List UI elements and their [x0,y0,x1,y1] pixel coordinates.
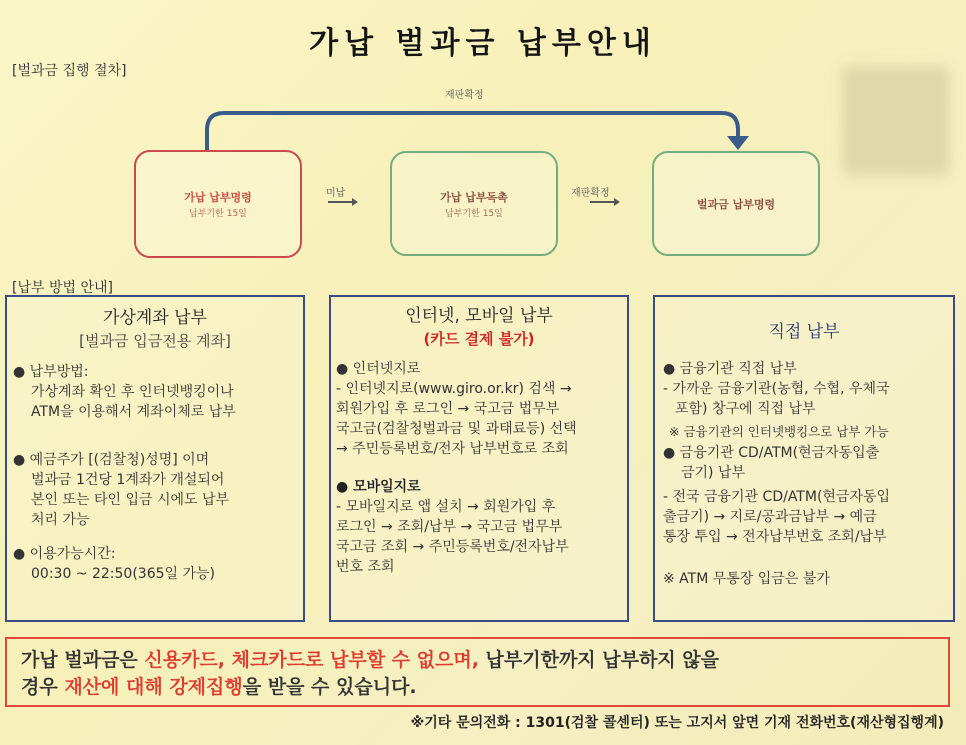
step-provisional-payment-order [134,150,302,258]
warning-highlight: 재산에 대해 강제집행 [64,676,243,698]
warning-box [5,637,950,707]
info-line: 국고금(검찰청벌과금 및 과태료등) 선택 [336,421,577,437]
step-fine-payment-order [652,151,820,256]
info-line: 벌과금 1건당 1계좌가 개설되어 [31,472,225,488]
info-line: 00:30 ~ 22:50(365일 가능) [31,566,215,582]
info-line: 포함) 창구에 직접 납부 [675,401,816,417]
warning-text: 가납 벌과금은 [21,649,145,671]
box-subtitle: [벌과금 입금전용 계좌] [79,332,231,350]
process-section-label: [벌과금 집행 절차] [12,63,127,79]
info-line: - 모바일지로 앱 설치 → 회원가입 후 [336,499,556,515]
warning-text: 을 받을 수 있습니다. [242,676,417,698]
info-line: 본인 또는 타인 입금 시에도 납부 [31,492,230,508]
info-line: 로그인 → 조회/납부 → 국고금 법무부 [336,519,563,535]
info-line: 국고금 조회 → 주민등록번호/전자납부 [336,539,569,555]
virtual-account-box [5,295,305,622]
arrow1-label: 미납 [326,188,346,199]
top-arrow-line [207,113,738,150]
info-line: 처리 가능 [31,512,90,528]
info-line: ● 금융기관 CD/ATM(현금자동입출 [663,445,880,461]
info-line: ※ ATM 무통장 입금은 불가 [663,571,830,587]
info-line: 통장 투입 → 전자납부번호 조회/납부 [663,529,887,545]
box-subtitle: (카드 결제 불가) [423,330,535,348]
info-line: 번호 조회 [336,559,395,575]
box-title: 직접 납부 [768,322,840,342]
info-line: 회원가입 후 로그인 → 국고금 법무부 [336,401,560,417]
info-line: ● 모바일지로 [336,479,421,495]
info-line: → 주민등록번호/전자 납부번호로 조회 [336,441,569,457]
top-arrow-head [727,136,749,150]
online-mobile-box [329,295,629,622]
box-title: 가상계좌 납부 [103,308,207,328]
step-sub: 납부기한 15일 [189,209,247,219]
info-line: ● 인터넷지로 [336,361,421,377]
info-line: ● 이용가능시간: [13,546,116,562]
info-line: 금기) 납부 [681,465,746,481]
arrow2-head [614,198,620,206]
info-line: ATM을 이용해서 계좌이체로 납부 [31,404,236,420]
box-title: 인터넷, 모바일 납부 [405,306,553,326]
page-title: 가납 벌과금 납부안내 [309,26,657,61]
step-label: 가납 납부명령 [184,191,252,204]
warning-text: 경우 [21,676,65,698]
info-line: ● 금융기관 직접 납부 [663,361,797,377]
step-label: 가납 납부독촉 [440,190,508,204]
info-line: ● 납부방법: [13,364,89,380]
top-arrow-label: 재판확정 [445,90,484,101]
warning-text: 납부기한까지 납부하지 않을 [478,649,720,671]
info-line: ● 예금주가 [(검찰청)성명] 이며 [13,452,210,468]
note-line: ※ 금융기관의 인터넷뱅킹으로 납부 가능 [669,424,889,439]
warning-highlight: 신용카드, 체크카드로 납부할 수 없으며, [144,649,479,671]
step-payment-reminder [390,151,558,256]
arrow1-head [352,198,358,206]
arrow2-label: 재판확정 [571,188,610,199]
step-label: 벌과금 납부명령 [696,197,776,211]
info-line: - 전국 금융기관 CD/ATM(현금자동입 [663,489,891,505]
info-line: - 가까운 금융기관(농협, 수협, 우체국 [663,381,890,397]
direct-payment-box [653,295,955,622]
info-line: - 인터넷지로(www.giro.or.kr) 검색 → [336,381,572,397]
info-line: 출금기) → 지로/공과금납부 → 예금 [663,509,877,525]
footer-contact: ※기타 문의전화 : 1301(검찰 콜센터) 또는 고지서 앞면 기재 전화번호(재산형집행계) [410,715,944,731]
info-line: 가상계좌 확인 후 인터넷뱅킹이나 [31,384,234,400]
method-section-label: [납부 방법 안내] [12,280,113,296]
step-sub: 납부기한 15일 [445,208,503,219]
